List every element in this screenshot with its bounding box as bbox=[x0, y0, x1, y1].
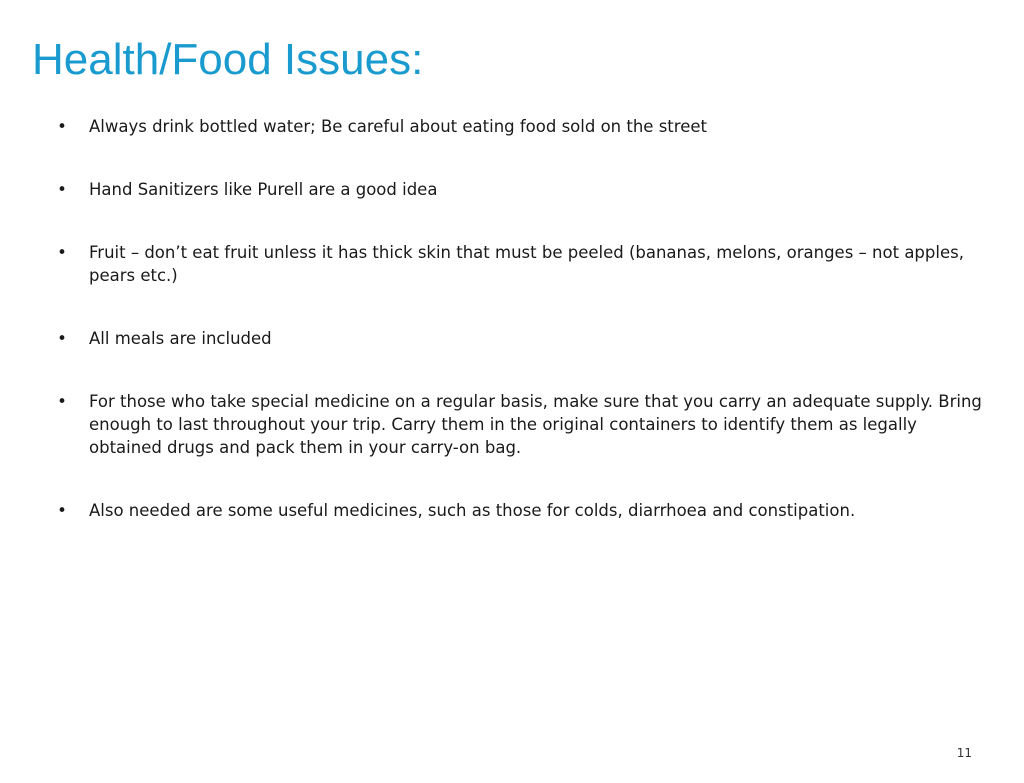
bullet-item bbox=[56, 241, 986, 287]
bullet-text: For those who take special medicine on a regular basis, make sure that you carry an adequate supply. Bring enough to last throughout your trip. Carry them in the original containers to identify them as legally obtained drugs and pack them in your carry-on bag. bbox=[89, 392, 982, 457]
slide-title: Health/Food Issues: bbox=[32, 35, 424, 84]
bullet-list bbox=[56, 115, 986, 562]
bullet-icon: • bbox=[57, 501, 67, 520]
bullet-text: Also needed are some useful medicines, such as those for colds, diarrhoea and constipation. bbox=[89, 501, 856, 520]
bullet-text: Fruit – don’t eat fruit unless it has thick skin that must be peeled (bananas, melons, oranges – not apples, pears etc.) bbox=[89, 243, 964, 285]
bullet-icon: • bbox=[57, 392, 67, 411]
bullet-icon: • bbox=[57, 243, 67, 262]
bullet-icon: • bbox=[57, 180, 67, 199]
bullet-icon: • bbox=[57, 329, 67, 348]
bullet-icon: • bbox=[57, 117, 67, 136]
bullet-text: Always drink bottled water; Be careful about eating food sold on the street bbox=[89, 117, 707, 136]
bullet-item bbox=[56, 499, 986, 522]
bullet-text: Hand Sanitizers like Purell are a good idea bbox=[89, 180, 438, 199]
bullet-item bbox=[56, 178, 986, 201]
page-number: 11 bbox=[956, 746, 972, 760]
bullet-item bbox=[56, 390, 986, 459]
bullet-item bbox=[56, 115, 986, 138]
bullet-text: All meals are included bbox=[89, 329, 272, 348]
bullet-item bbox=[56, 327, 986, 350]
